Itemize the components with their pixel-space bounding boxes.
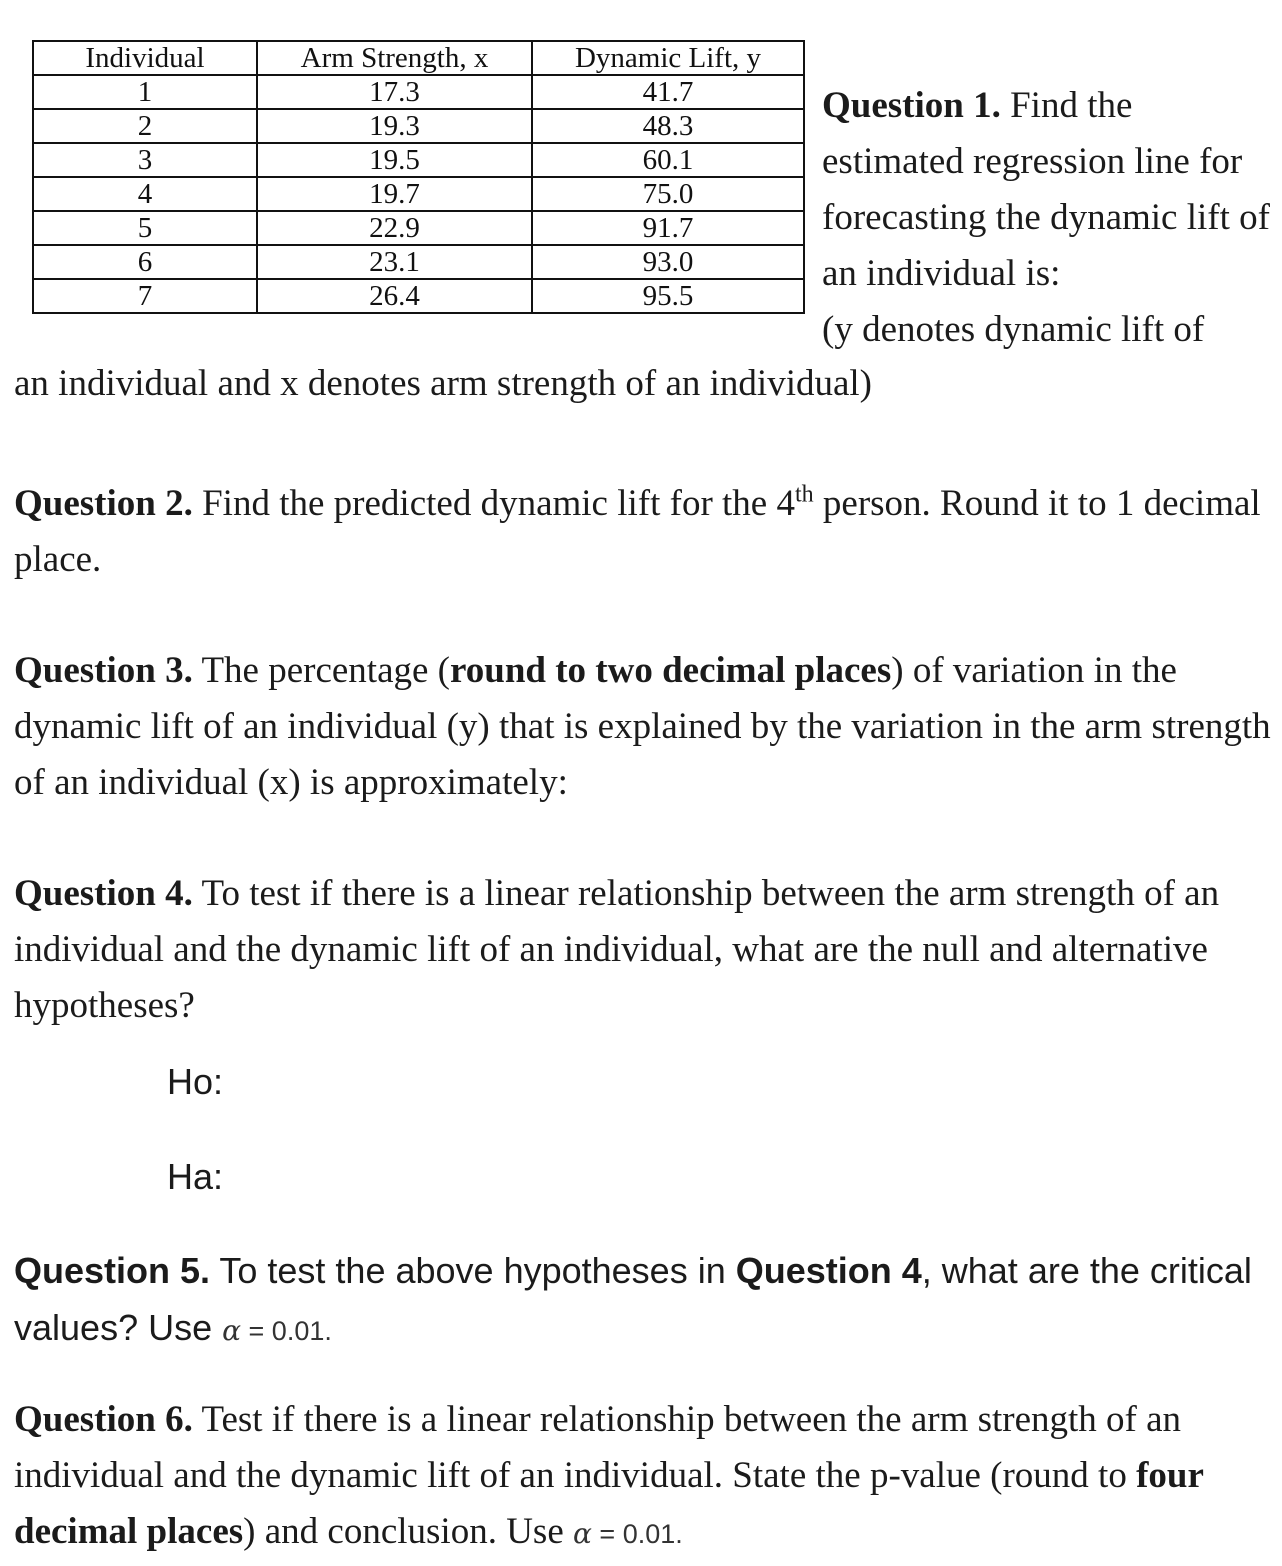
header-arm-strength: Arm Strength, x: [257, 41, 532, 75]
alpha-symbol: α: [573, 1517, 592, 1550]
question-3-bold: round to two decimal places: [450, 650, 892, 691]
cell-dynamic-lift: 60.1: [532, 143, 804, 177]
question-1: [822, 78, 1282, 358]
question-3-label: Question 3.: [14, 650, 193, 691]
cell-arm-strength: 23.1: [257, 245, 532, 279]
cell-arm-strength: 19.5: [257, 143, 532, 177]
question-6-text-a: Test if there is a linear relationship between the arm strength of an individual and the dynamic lift of an individual. State the p-value (round to: [14, 1399, 1182, 1496]
question-5-label: Question 5.: [14, 1250, 211, 1291]
question-3: [14, 643, 1276, 811]
question-5: [14, 1242, 1276, 1360]
table-row: [33, 177, 804, 211]
question-1-text: Find the estimated regression line for forecasting the dynamic lift of an individual is:: [822, 85, 1270, 294]
question-5-bold: Question 4: [735, 1250, 922, 1291]
question-5-text-a: To test the above hypotheses in: [210, 1250, 736, 1291]
cell-arm-strength: 19.7: [257, 177, 532, 211]
question-2-label: Question 2.: [14, 483, 193, 524]
cell-individual: 2: [33, 109, 257, 143]
table-row: [33, 211, 804, 245]
table-row: [33, 143, 804, 177]
null-hypothesis-label: Ho:: [167, 1061, 224, 1102]
cell-individual: 3: [33, 143, 257, 177]
table-row: [33, 109, 804, 143]
cell-individual: 1: [33, 75, 257, 109]
question-6-label: Question 6.: [14, 1399, 193, 1440]
cell-arm-strength: 17.3: [257, 75, 532, 109]
cell-individual: 4: [33, 177, 257, 211]
question-3-text-a: The percentage (: [192, 650, 450, 691]
question-4-label: Question 4.: [14, 873, 193, 914]
alternative-hypothesis-label: Ha:: [167, 1156, 224, 1197]
table-body: [33, 75, 804, 313]
question-1-label: Question 1.: [822, 85, 1001, 126]
alpha-symbol: α: [222, 1314, 242, 1347]
cell-dynamic-lift: 75.0: [532, 177, 804, 211]
question-1-note-end: an individual and x denotes arm strength of an individual): [14, 363, 872, 404]
cell-arm-strength: 26.4: [257, 279, 532, 313]
cell-arm-strength: 19.3: [257, 109, 532, 143]
header-individual: Individual: [33, 41, 257, 75]
question-5-text-b: , what are the critical values? Use: [14, 1250, 1252, 1348]
question-2: [14, 476, 1276, 588]
cell-dynamic-lift: 48.3: [532, 109, 804, 143]
question-3-text-b: ) of variation in the dynamic lift of an individual (y) that is explained by the variation in the arm strength of an individual (x) is approximately:: [14, 650, 1271, 803]
ordinal-suffix: th: [794, 481, 814, 508]
cell-individual: 5: [33, 211, 257, 245]
table-header-row: [33, 41, 804, 75]
question-4: [14, 866, 1276, 1034]
question-6: [14, 1392, 1276, 1562]
question-6-text-b: ) and conclusion. Use: [243, 1511, 573, 1552]
alpha-value: = 0.01.: [591, 1519, 683, 1549]
table-row: [33, 245, 804, 279]
question-2-text-b: person. Round it to 1 decimal place.: [14, 483, 1261, 580]
question-1-note-start: (y denotes dynamic lift of: [822, 309, 1205, 350]
cell-dynamic-lift: 91.7: [532, 211, 804, 245]
cell-dynamic-lift: 41.7: [532, 75, 804, 109]
question-4-text: To test if there is a linear relationship between the arm strength of an individual and the dynamic lift of an individual, what are the null and alternative hypotheses?: [14, 873, 1220, 1026]
cell-dynamic-lift: 93.0: [532, 245, 804, 279]
header-dynamic-lift: Dynamic Lift, y: [532, 41, 804, 75]
question-6-bold: four decimal places: [14, 1455, 1204, 1552]
alpha-value: = 0.01.: [241, 1316, 332, 1346]
data-table: [32, 40, 805, 314]
cell-arm-strength: 22.9: [257, 211, 532, 245]
question-2-text-a: Find the predicted dynamic lift for the 4: [192, 483, 795, 524]
cell-dynamic-lift: 95.5: [532, 279, 804, 313]
table-row: [33, 75, 804, 109]
cell-individual: 7: [33, 279, 257, 313]
table-row: [33, 279, 804, 313]
cell-individual: 6: [33, 245, 257, 279]
